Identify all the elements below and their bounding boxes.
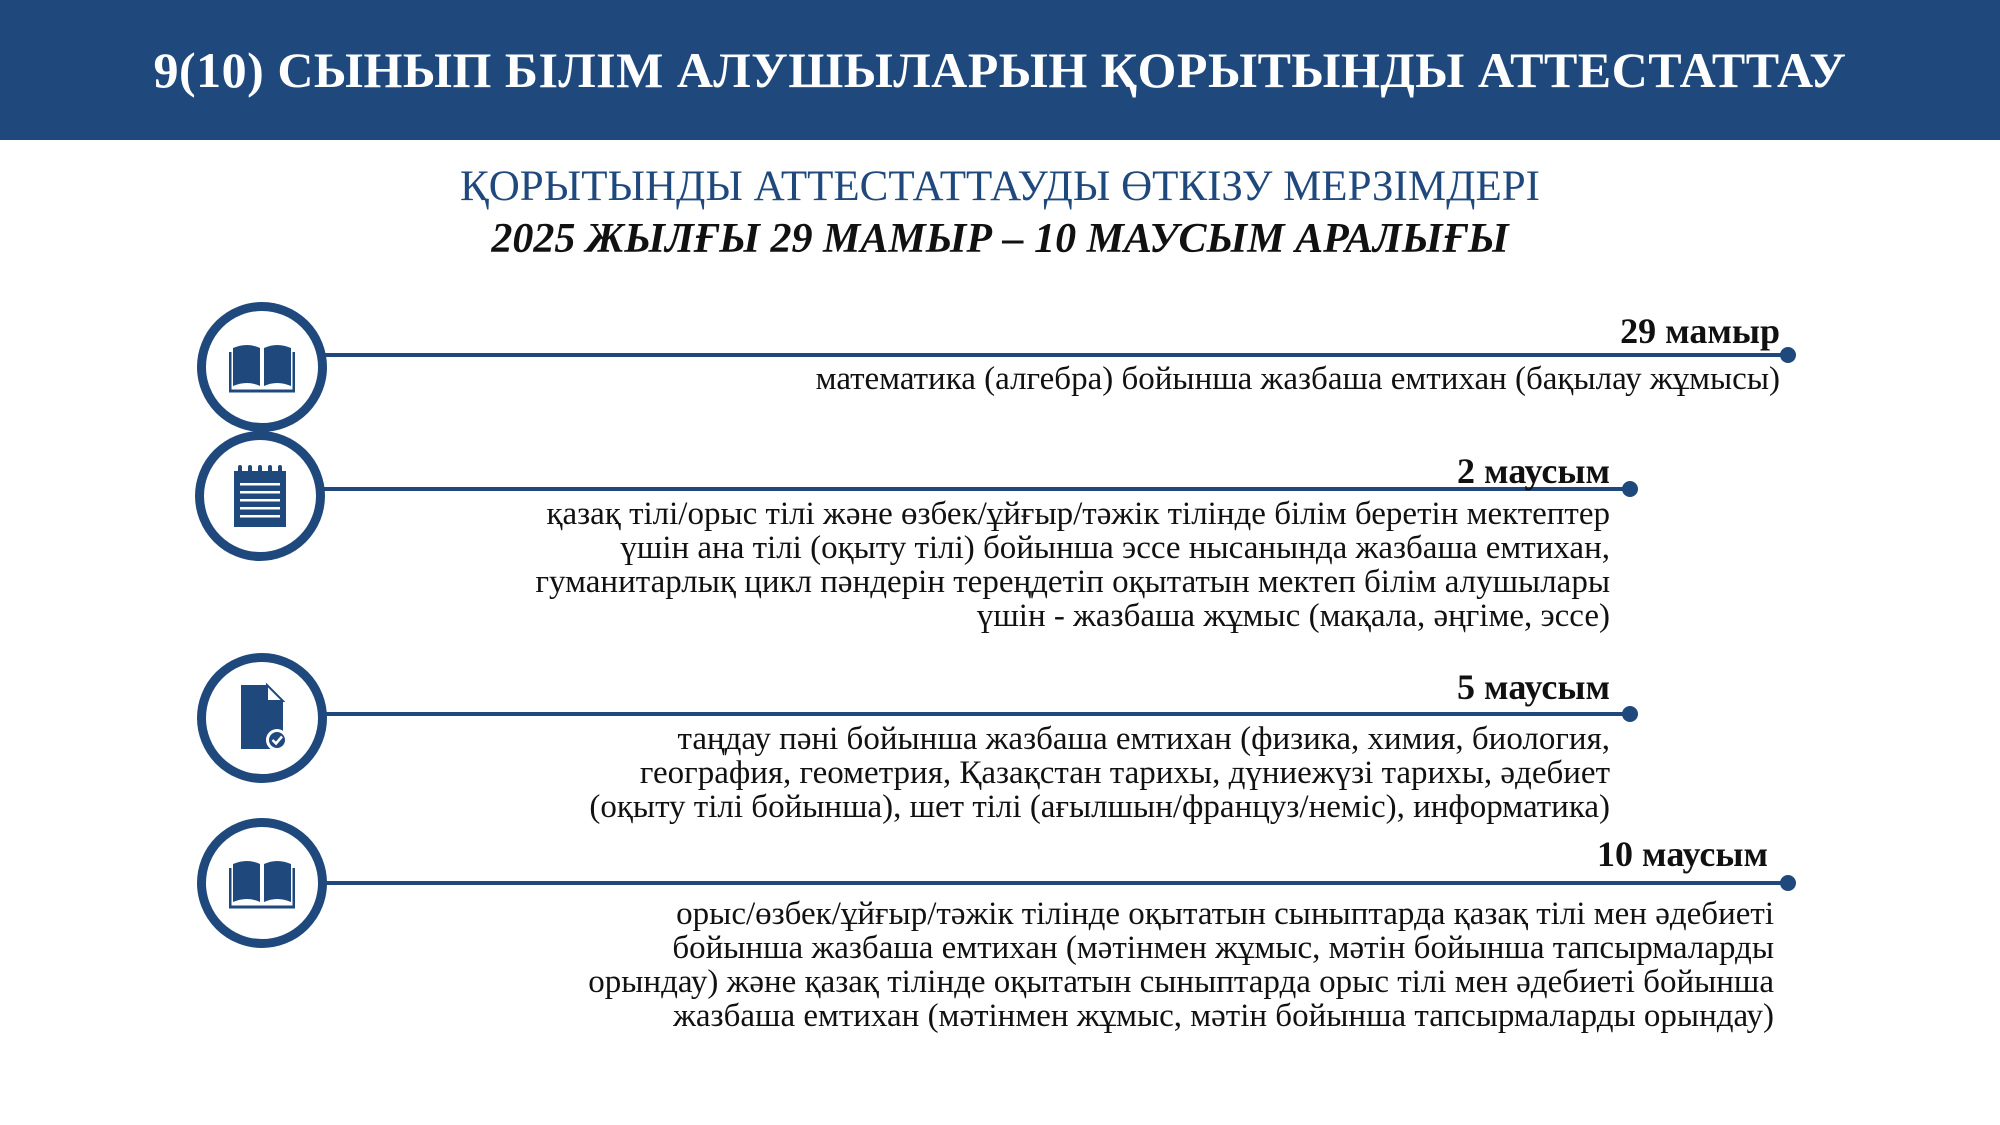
event-description-line: қазақ тілі/орыс тілі және өзбек/ұйғыр/тәжік тілінде білім беретін мектептер (546, 496, 1610, 532)
icon-circle (195, 431, 325, 561)
event-description-line: жазбаша емтихан (мәтінмен жұмыс, мәтін бойынша тапсырмаларды орындау) (673, 998, 1774, 1034)
timeline-line (300, 353, 1788, 357)
timeline-dot (1780, 347, 1796, 363)
event-description (588, 897, 1774, 1033)
icon-circle (197, 653, 327, 783)
book-icon (229, 856, 295, 910)
timeline-dot (1780, 875, 1796, 891)
event-description-line: таңдау пәні бойынша жазбаша емтихан (физика, химия, биология, (677, 721, 1610, 757)
event-description-line: үшін ана тілі (оқыту тілі) бойынша эссе нысанында жазбаша емтихан, (620, 530, 1610, 566)
book-icon (229, 340, 295, 394)
page-title: 9(10) СЫНЫП БІЛІМ АЛУШЫЛАРЫН ҚОРЫТЫНДЫ АТТЕСТАТТАУ (153, 42, 1847, 98)
exam-period: 2025 ЖЫЛҒЫ 29 МАМЫР – 10 МАУСЫМ АРАЛЫҒЫ (491, 216, 1509, 262)
event-description-line: гуманитарлық цикл пәндерін тереңдетіп оқытатын мектеп білім алушылары (535, 564, 1610, 600)
event-description-line: (оқыту тілі бойынша), шет тілі (ағылшын/француз/неміс), информатика) (589, 789, 1610, 825)
event-date: 10 маусым (1597, 834, 1768, 874)
event-description-line: математика (алгебра) бойынша жазбаша емтихан (бақылау жұмысы) (815, 361, 1780, 397)
event-description-line: орыс/өзбек/ұйғыр/тәжік тілінде оқытатын сыныптарда қазақ тілі мен әдебиеті (676, 896, 1774, 932)
timeline-line (300, 881, 1788, 885)
icon-circle (197, 302, 327, 432)
event-description-line: үшін - жазбаша жұмыс (мақала, әңгіме, эссе) (976, 598, 1610, 634)
icon-circle (197, 818, 327, 948)
event-date: 5 маусым (1457, 667, 1610, 707)
event-description (536, 497, 1610, 633)
event-date: 29 мамыр (1620, 311, 1780, 351)
document-check-icon (233, 683, 291, 753)
event-description-line: бойынша жазбаша емтихан (мәтінмен жұмыс, мәтін бойынша тапсырмаларды (672, 930, 1774, 966)
event-description-line: орындау) және қазақ тілінде оқытатын сыныптарда орыс тілі мен әдебиеті бойынша (588, 964, 1774, 1000)
timeline-dot (1622, 706, 1638, 722)
notepad-icon (230, 463, 290, 529)
section-subtitle: ҚОРЫТЫНДЫ АТТЕСТАТТАУДЫ ӨТКІЗУ МЕРЗІМДЕРІ (460, 163, 1540, 210)
event-description-line: география, геометрия, Қазақстан тарихы, дүниежүзі тарихы, әдебиет (639, 755, 1610, 791)
timeline-line (300, 487, 1630, 491)
event-description (589, 722, 1610, 824)
timeline-line (300, 712, 1630, 716)
event-date: 2 маусым (1457, 451, 1610, 491)
timeline-dot (1622, 481, 1638, 497)
header-bar (0, 0, 2000, 140)
event-description (816, 362, 1780, 396)
